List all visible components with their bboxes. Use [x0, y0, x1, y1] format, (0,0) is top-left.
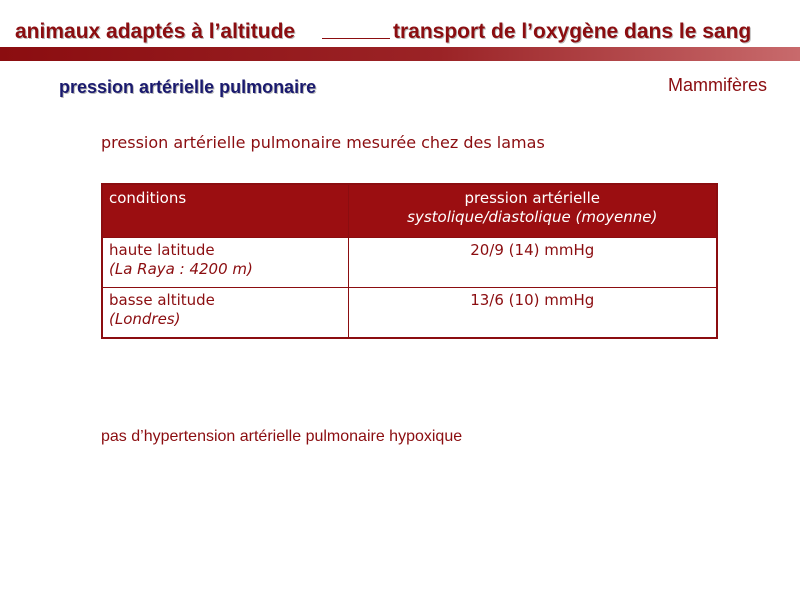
- condition-cell: [102, 238, 348, 288]
- section-title: pression artérielle pulmonaire: [59, 77, 317, 97]
- header-connector-line: [322, 38, 390, 39]
- table-row: [102, 288, 717, 339]
- conclusion-text: pas d’hypertension artérielle pulmonaire hypoxique: [101, 428, 463, 445]
- category-label: Mammifères: [667, 75, 767, 95]
- pressure-table: [101, 183, 718, 339]
- header-subtopic: transport de l’oxygène dans le sang: [393, 20, 752, 43]
- header-topic: animaux adaptés à l’altitude: [15, 20, 296, 43]
- condition-detail: (La Raya : 4200 m): [109, 260, 253, 278]
- condition-cell: [102, 288, 348, 339]
- condition-label: haute latitude: [109, 241, 215, 259]
- header-cell-pressure: [348, 184, 717, 238]
- pressure-value: 20/9 (14) mmHg: [348, 238, 717, 288]
- table-row: [102, 238, 717, 288]
- header-conditions-label: conditions: [109, 189, 187, 207]
- pressure-value: 13/6 (10) mmHg: [348, 288, 717, 339]
- table-header-row: [102, 184, 717, 238]
- header-cell-conditions: [102, 184, 348, 238]
- header-pressure-label: pression artérielle: [464, 189, 600, 207]
- header-pressure-sublabel: systolique/diastolique (moyenne): [407, 208, 658, 226]
- table-title: pression artérielle pulmonaire mesurée chez des lamas: [101, 133, 545, 152]
- header-bar: [0, 47, 800, 61]
- condition-label: basse altitude: [109, 291, 215, 309]
- condition-detail: (Londres): [109, 310, 181, 328]
